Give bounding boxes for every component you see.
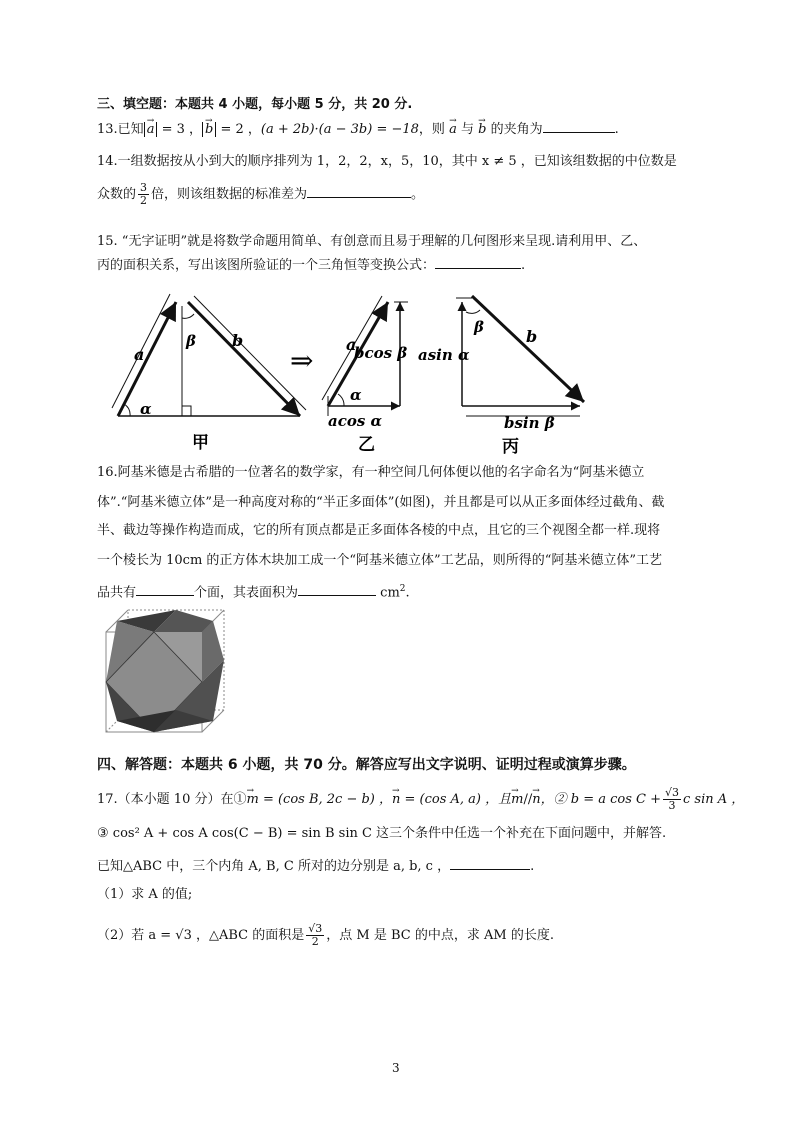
q17-line3-text: 已知△ABC 中，三个内角 A, B, C 所对的边分别是 a, b, c ，	[97, 859, 451, 874]
question-15-line2	[97, 256, 525, 274]
vector-b-abs: → b	[205, 122, 213, 137]
question-14-line2	[97, 182, 424, 207]
frac-num: 3	[140, 181, 148, 194]
question-16-line3: 半、截边等操作构造而成，它的所有顶点都是正多面体各棱的中点，且它的三个视图全都一样.现将	[97, 523, 661, 538]
q16-unit-sup: 2	[399, 584, 406, 594]
q17-l1b: = (cos B, 2c − b) ，	[258, 792, 393, 807]
q16-faces-blank[interactable]	[136, 583, 194, 596]
question-13	[97, 120, 619, 138]
question-15-line1: 15. “无字证明”就是将数学命题用简单、有创意而且易于理解的几何图形来呈现.请利用甲、乙、	[97, 234, 647, 249]
vector-b: → b	[478, 122, 486, 137]
fig-bing-beta: β	[474, 318, 484, 336]
archimedean-solid-figure	[104, 608, 230, 736]
question-17-line3	[97, 857, 534, 875]
vector-a-abs: → a	[147, 122, 155, 137]
question-17-part2	[97, 923, 554, 948]
frac-num: √3	[308, 922, 323, 935]
q16-end: .	[405, 585, 410, 601]
q17-l1c: = (cos A, a) ，且	[400, 792, 512, 807]
q17-l1d: ，② b = a cos C +	[540, 792, 661, 807]
q17-l1a: 17.（本小题 10 分）在①	[97, 792, 247, 807]
vector-m-2: → m	[511, 792, 523, 807]
parallel-sign: //	[523, 792, 533, 807]
figure-bing	[456, 296, 584, 416]
frac-den: 2	[140, 194, 148, 207]
page-number: 3	[392, 1061, 400, 1075]
section-3-heading: 三、填空题：本题共 4 小题，每小题 5 分，共 20 分.	[97, 97, 413, 112]
vector-n: → n	[392, 792, 400, 807]
fig-jia-beta: β	[186, 332, 196, 350]
question-16-line4: 一个棱长为 10cm 的正方体木块加工成一个“阿基米德立体”工艺品，则所得的“阿基米德立体”工艺	[97, 553, 662, 568]
q13-end: .	[614, 122, 619, 137]
q14-end: 。	[411, 187, 425, 202]
q13-answer-blank[interactable]	[543, 120, 615, 133]
fig-bing-bsin: bsin β	[504, 414, 555, 432]
q13-tail1: ，则	[418, 122, 445, 137]
q14-post: 倍，则该组数据的标准差为	[151, 187, 308, 202]
question-16-line1: 16.阿基米德是古希腊的一位著名的数学家，有一种空间几何体便以他的名字命名为“阿基米德立	[97, 465, 645, 480]
fig-bing-b: b	[526, 327, 538, 346]
question-17-line1	[97, 787, 744, 812]
fig-bing-label: 丙	[502, 437, 519, 457]
fig-bing-asin: asin α	[418, 346, 470, 364]
fig-yi-a: a	[346, 335, 357, 354]
q15-answer-blank[interactable]	[435, 256, 521, 269]
question-14-line1: 14.一组数据按从小到大的顺序排列为 1，2，2，x，5，10，其中 x ≠ 5 ，已知该组数据的中位数是	[97, 154, 677, 169]
q13-mid: 与	[460, 122, 474, 137]
figure-15	[100, 288, 600, 458]
fraction-3-2	[138, 182, 149, 207]
q16-area-blank[interactable]	[298, 583, 376, 596]
q14-pre: 众数的	[97, 187, 137, 202]
question-17-part1: （1）求 A 的值;	[97, 887, 193, 902]
q17-p2a: （2）若 a = √3 ，△ABC 的面积是	[97, 928, 305, 943]
q14-answer-blank[interactable]	[307, 185, 411, 198]
vector-m: → m	[246, 792, 258, 807]
q13-tail2: 的夹角为	[490, 122, 543, 137]
q17-l1e: c sin A ，	[683, 792, 745, 807]
fig-yi-alpha: α	[350, 386, 362, 404]
fig-jia-a: a	[134, 345, 145, 364]
q13-dot-product: (a + 2b)·(a − 3b) = −18	[260, 122, 419, 137]
q16-l5b: 个面，其表面积为	[194, 585, 299, 601]
q17-p2b: ，点 M 是 BC 的中点，求 AM 的长度.	[326, 928, 554, 943]
vector-n-2: → n	[532, 792, 540, 807]
q13-eq2: = 2 ，	[216, 122, 261, 137]
q13-prefix: 13.已知	[97, 122, 144, 137]
fig-yi-label: 乙	[358, 435, 375, 455]
fig-jia-b: b	[232, 331, 244, 350]
q16-l5a: 品共有	[97, 585, 137, 601]
q13-eq1: = 3 ，	[157, 122, 203, 137]
q16-unit: cm	[380, 585, 400, 601]
frac-num: √3	[665, 786, 680, 799]
implies-arrow: ⇒	[290, 344, 314, 377]
q17-condition-blank[interactable]	[450, 857, 530, 870]
question-16-line5	[97, 581, 410, 601]
frac-den: 3	[668, 799, 676, 812]
q17-line3-end: .	[530, 859, 535, 874]
question-17-line2: ③ cos² A + cos A cos(C − B) = sin B sin C 这三个条件中任选一个补充在下面问题中，并解答.	[97, 826, 667, 841]
q15-end: .	[521, 258, 526, 273]
frac-den: 2	[311, 935, 319, 948]
fig-yi-acos: acos α	[328, 412, 383, 430]
fraction-sqrt3-3	[663, 787, 681, 812]
fraction-sqrt3-2	[306, 923, 324, 948]
fig-jia-label: 甲	[192, 433, 209, 453]
fig-yi-bcos: bcos β	[354, 344, 408, 362]
fig-jia-alpha: α	[140, 400, 152, 418]
q15-text: 丙的面积关系，写出该图所验证的一个三角恒等变换公式：	[97, 258, 436, 273]
question-16-line2: 体”.“阿基米德立体”是一种高度对称的“半正多面体”(如图)，并且都是可以从正多面体经过截角、截	[97, 495, 665, 510]
section-4-heading: 四、解答题：本题共 6 小题，共 70 分。解答应写出文字说明、证明过程或演算步骤。	[97, 757, 636, 773]
vector-a: → a	[449, 122, 457, 137]
